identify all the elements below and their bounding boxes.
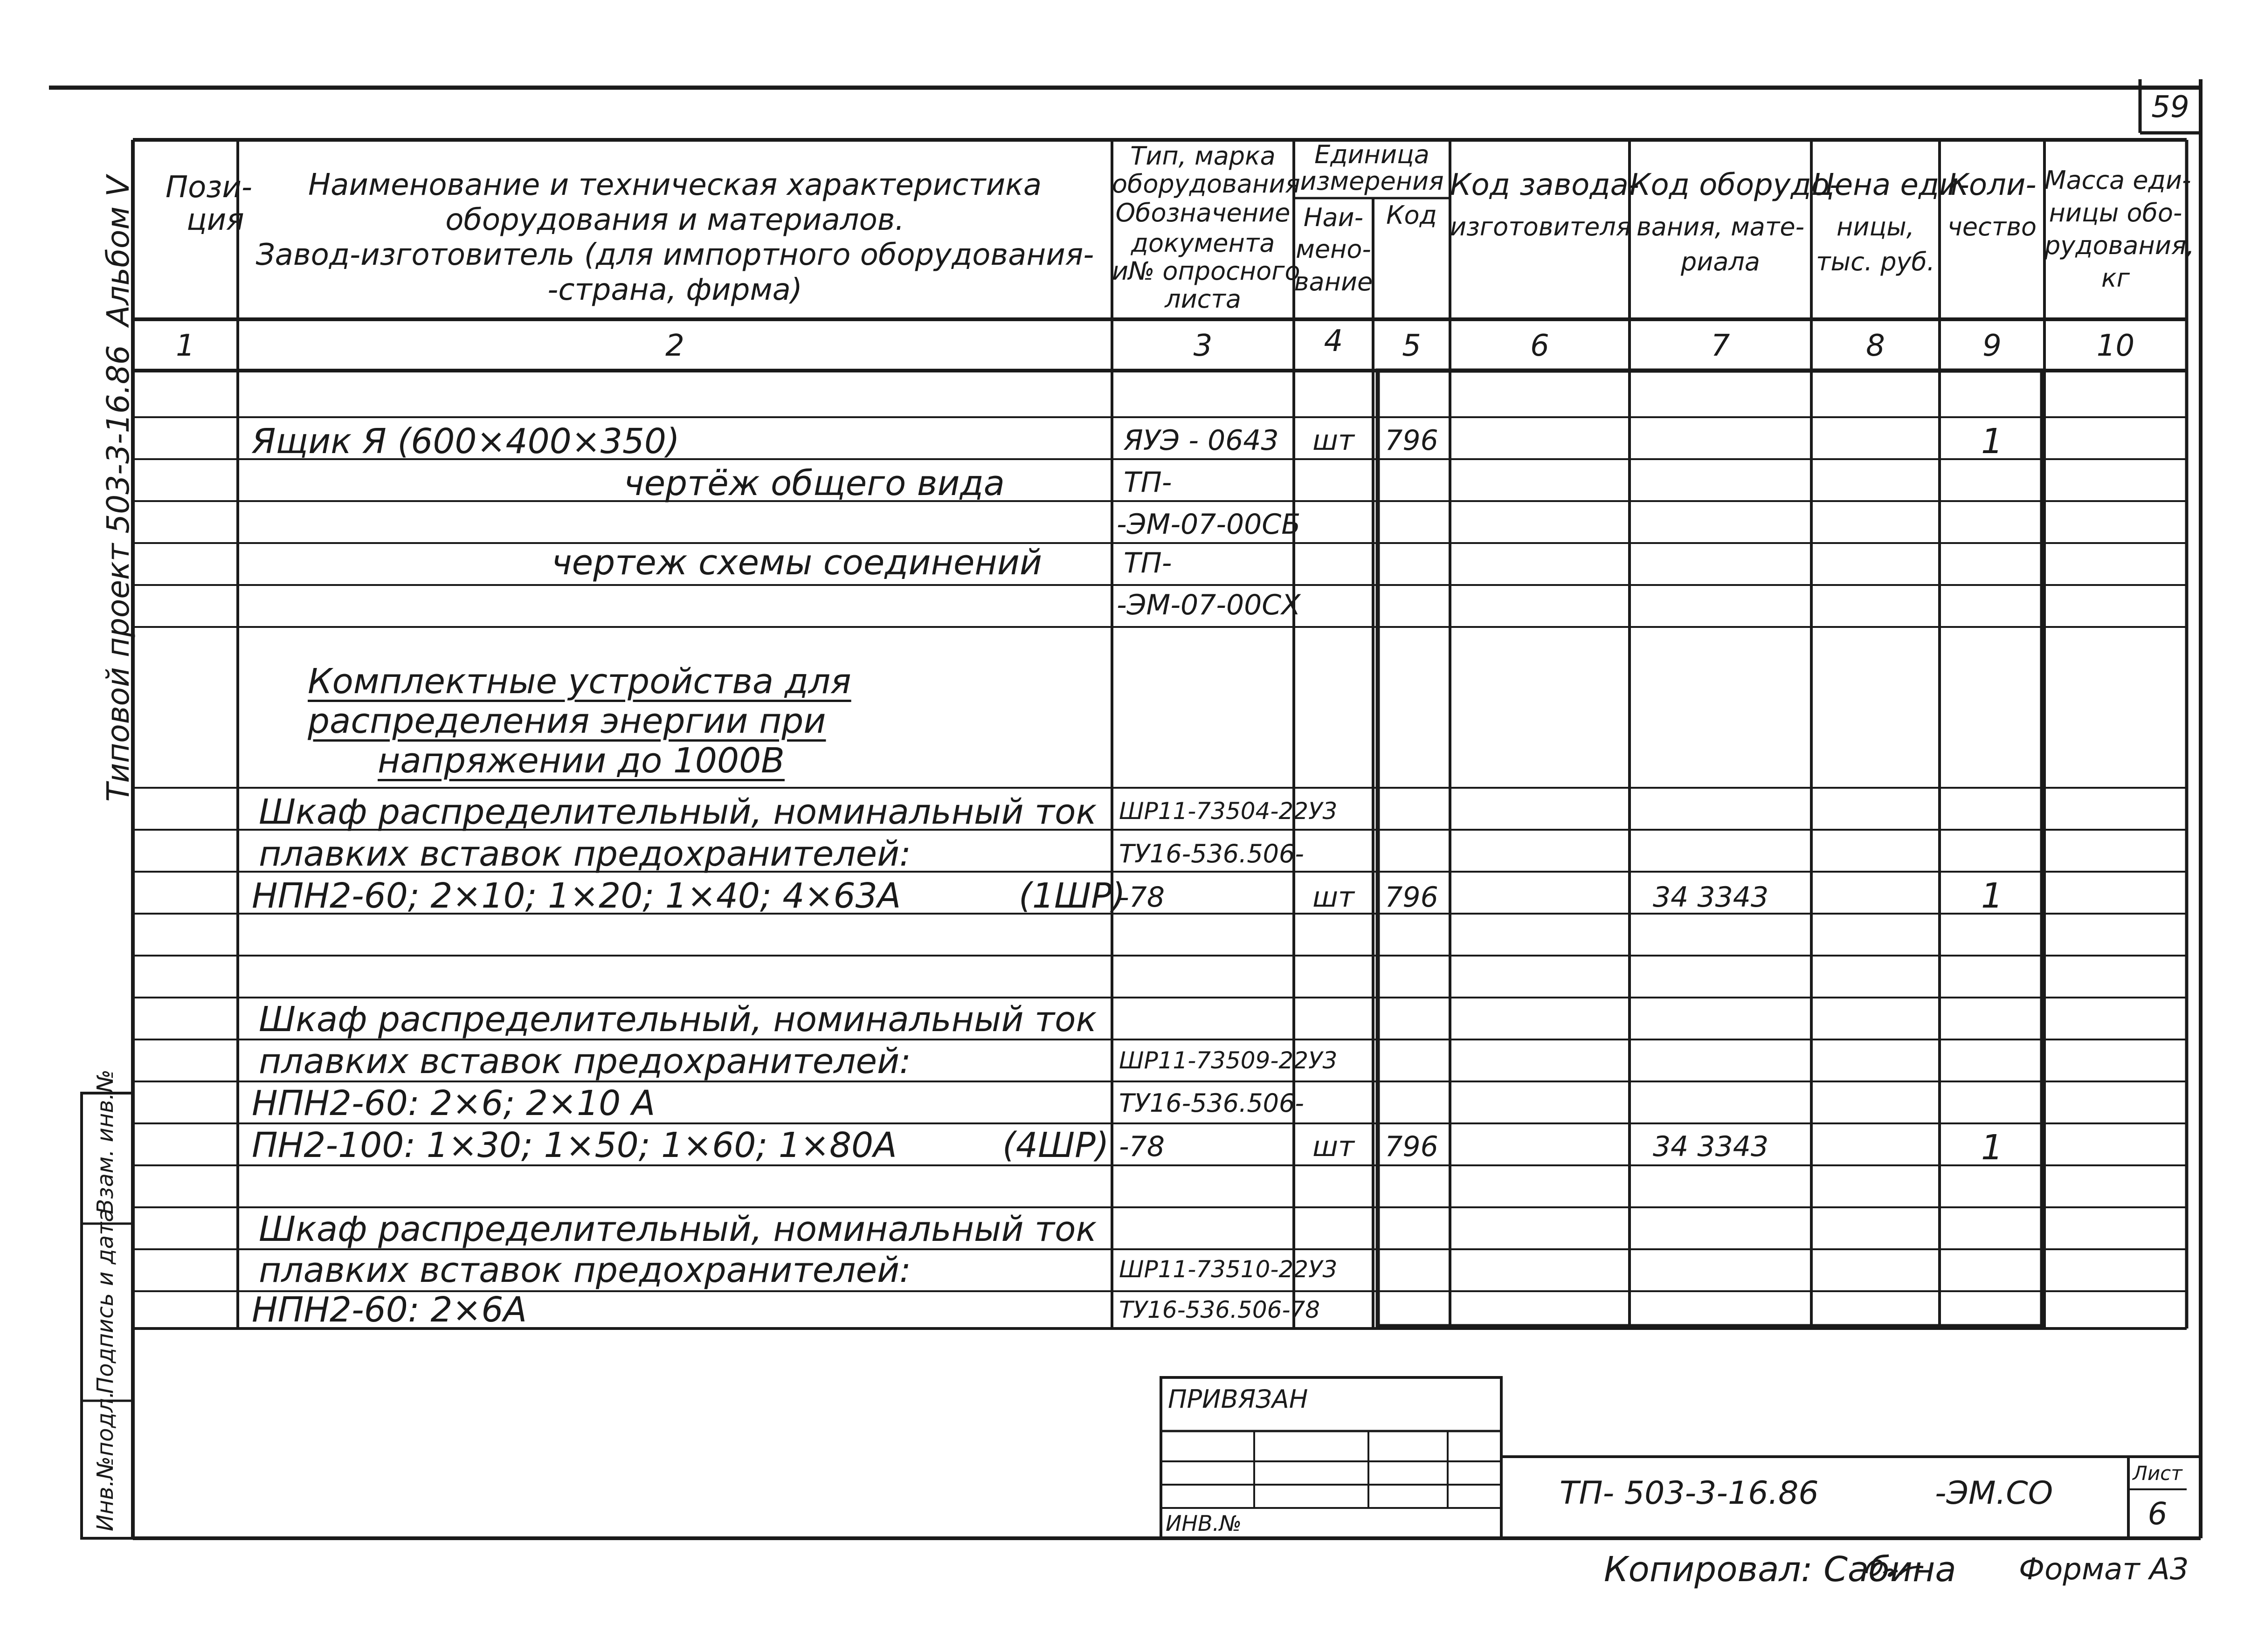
header-equip-code-line1: Код оборудо- — [1630, 168, 1840, 202]
row-type: ТП- — [1124, 466, 1172, 499]
row-mark: (1ШР) — [1019, 876, 1126, 916]
row-name: Шкаф распределительный, номинальный ток — [259, 792, 1097, 832]
row-type: -78 — [1119, 881, 1165, 914]
side-stamp-inv-podl: Инв.№подл. — [92, 1391, 118, 1531]
header-unit-line1: Единица — [1314, 140, 1429, 169]
header-type-line4: документа — [1131, 228, 1275, 258]
row-type: ЯУЭ - 0643 — [1124, 424, 1279, 457]
header-type-line1: Тип, марка — [1130, 141, 1276, 171]
header-unit-name-line2: мено- — [1296, 234, 1371, 264]
header-name-line4: -страна, фирма) — [547, 273, 802, 307]
row-name: Шкаф распределительный, номинальный ток — [259, 999, 1097, 1039]
row-type: ТУ16-536.506-78 — [1119, 1296, 1320, 1323]
header-type-line3: Обозначение — [1115, 198, 1291, 227]
row-type: -ЭМ-07-00СБ — [1117, 508, 1301, 541]
sheet-list-number: 6 — [2148, 1496, 2168, 1532]
header-factory-code-line1: Код завода- — [1450, 168, 1639, 202]
side-stamp-podpis: Подпись и дата — [92, 1208, 118, 1394]
side-stamp-vzam: Взам. инв.№ — [92, 1069, 118, 1214]
row-code: 796 — [1385, 881, 1438, 914]
stamp-inv-no: ИНВ.№ — [1166, 1511, 1242, 1536]
header-unit-code: Код — [1386, 200, 1437, 230]
row-type: ТП- — [1124, 547, 1172, 579]
copied-by: Копировал: Сабина — [1604, 1549, 1956, 1590]
column-number: 9 — [1982, 329, 2002, 363]
header-mass-line4: кг — [2101, 263, 2130, 293]
row-name: НПН2-60; 2×10; 1×20; 1×40; 4×63А — [252, 876, 901, 916]
signature-image — [1863, 1552, 1928, 1585]
column-number: 8 — [1866, 329, 1885, 363]
header-equip-code-line2: вания, мате- — [1636, 212, 1805, 241]
row-name: плавких вставок предохранителей: — [259, 1250, 911, 1290]
header-position-line2: ция — [186, 203, 244, 237]
header-factory-code-line2: изготовителя — [1450, 212, 1631, 241]
header-unit-line2: измерения — [1300, 166, 1444, 196]
header-unit-name-line1: Наи- — [1303, 203, 1364, 232]
row-code: 796 — [1385, 1130, 1438, 1163]
row-qty: 1 — [1981, 876, 2003, 916]
row-type: -78 — [1119, 1130, 1165, 1163]
row-type: ТУ16-536.506- — [1119, 1088, 1304, 1118]
designation-suffix: -ЭМ.СО — [1935, 1475, 2053, 1512]
row-unit: шт — [1312, 1130, 1354, 1163]
column-number: 10 — [2096, 329, 2135, 363]
header-price-line2: ницы, — [1837, 212, 1914, 241]
header-type-line2: оборудования — [1112, 169, 1300, 199]
column-number: 4 — [1324, 324, 1343, 358]
row-equip-code: 34 3343 — [1653, 881, 1769, 914]
row-type: ШР11-73510-22У3 — [1119, 1256, 1338, 1283]
header-qty-line1: Коли- — [1947, 168, 2037, 202]
header-mass-line3: рудования, — [2044, 231, 2195, 260]
header-price-line3: тыс. руб. — [1816, 247, 1935, 276]
column-number: 1 — [176, 329, 195, 363]
column-number: 7 — [1711, 329, 1730, 363]
row-name: ПН2-100: 1×30; 1×50; 1×60; 1×80А — [252, 1125, 897, 1165]
column-number: 3 — [1193, 329, 1213, 363]
row-name: НПН2-60: 2×6А — [252, 1290, 527, 1330]
row-type: ШР11-73504-22У3 — [1119, 798, 1338, 825]
row-name: Шкаф распределительный, номинальный ток — [259, 1209, 1097, 1249]
row-unit: шт — [1312, 424, 1354, 457]
section-title-line2: распределения энергии при — [308, 701, 826, 741]
header-name-line2: оборудования и материалов. — [445, 203, 905, 237]
row-type: ШР11-73509-22У3 — [1119, 1047, 1338, 1074]
row-name: чертёж общего вида — [623, 463, 1005, 503]
header-qty-line2: чество — [1947, 212, 2037, 241]
row-unit: шт — [1312, 881, 1354, 914]
page-number: 59 — [2151, 90, 2189, 124]
sheet-list-label: Лист — [2133, 1462, 2182, 1485]
row-name: плавких вставок предохранителей: — [259, 1041, 911, 1081]
header-type-line6: листа — [1165, 284, 1241, 314]
section-title-line1: Комплектные устройства для — [308, 661, 851, 702]
row-name: Ящик Я (600×400×350) — [252, 421, 680, 461]
header-unit-name-line3: вание — [1294, 267, 1373, 296]
format-label: Формат А3 — [2019, 1552, 2189, 1587]
section-title-line3: напряжении до 1000В — [378, 741, 785, 781]
row-type: ТУ16-536.506- — [1119, 839, 1304, 868]
row-mark: (4ШР) — [1002, 1125, 1109, 1165]
header-type-line5: и№ опросного — [1112, 256, 1300, 286]
column-number: 2 — [665, 329, 684, 363]
row-name: НПН2-60: 2×6; 2×10 А — [252, 1083, 656, 1123]
column-number: 5 — [1402, 329, 1421, 363]
header-mass-line1: Масса еди- — [2044, 165, 2191, 195]
row-equip-code: 34 3343 — [1653, 1130, 1769, 1163]
header-position-line1: Пози- — [166, 170, 252, 205]
album-label: Альбом V — [100, 175, 136, 326]
row-name: плавких вставок предохранителей: — [259, 834, 911, 874]
column-number: 6 — [1530, 329, 1549, 363]
row-code: 796 — [1385, 424, 1438, 457]
header-price-line1: Цена еди- — [1811, 168, 1969, 202]
row-type: -ЭМ-07-00СХ — [1117, 589, 1301, 621]
row-qty: 1 — [1981, 421, 2003, 461]
project-label: Типовой проект 503-3-16.86 — [100, 345, 136, 802]
designation: ТП- 503-3-16.86 — [1560, 1475, 1819, 1512]
stamp-privyazan: ПРИВЯЗАН — [1168, 1384, 1308, 1414]
header-name-line3: Завод-изготовитель (для импортного оборудования- — [255, 238, 1094, 272]
header-mass-line2: ницы обо- — [2049, 198, 2182, 227]
header-name-line1: Наименование и техническая характеристика — [308, 168, 1042, 202]
row-qty: 1 — [1981, 1128, 2003, 1168]
header-equip-code-line3: риала — [1680, 247, 1761, 276]
row-name: чертеж схемы соединений — [551, 543, 1042, 583]
